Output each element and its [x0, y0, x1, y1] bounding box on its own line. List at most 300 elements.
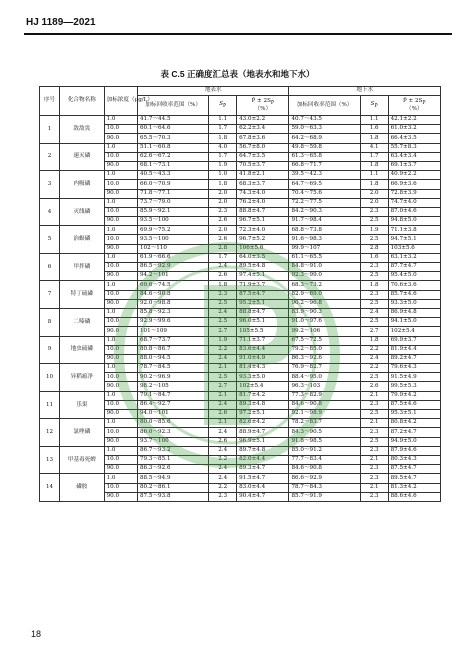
- ground-s-cell: 2.3: [360, 263, 388, 272]
- surface-p-cell: 96.7±5.1: [237, 217, 289, 226]
- ground-s-cell: 2.3: [360, 290, 388, 299]
- surface-recovery-cell: 68.7～73.7: [138, 336, 209, 345]
- surface-p-cell: 96.0±5.1: [237, 318, 289, 327]
- ground-p-cell: 94.7±5.1: [388, 235, 440, 244]
- ground-s-cell: 1.1: [360, 116, 388, 125]
- surface-recovery-cell: 93.5～100: [138, 235, 209, 244]
- ground-p-cell: 79.6±4.3: [388, 364, 440, 373]
- table-row: [40, 336, 441, 345]
- surface-p-cell: 70.5±3.7: [237, 161, 289, 170]
- surface-recovery-cell: 86.7～93.2: [138, 446, 209, 455]
- ground-s-cell: 2.5: [360, 272, 388, 281]
- surface-s-cell: 1.7: [209, 152, 237, 161]
- surface-p-cell: 68.3±3.7: [237, 180, 289, 189]
- surface-recovery-cell: 88.5～94.9: [138, 474, 209, 483]
- table-row: [40, 308, 441, 317]
- spike-conc-cell: 10.0: [104, 483, 137, 492]
- ground-s-cell: 2.1: [360, 391, 388, 400]
- ground-recovery-cell: 59.0～63.3: [289, 125, 360, 134]
- surface-s-cell: 2.2: [209, 455, 237, 464]
- surface-recovery-cell: 80.0～85.6: [138, 419, 209, 428]
- ground-p-cell: 85.7±4.6: [388, 290, 440, 299]
- ground-recovery-cell: 49.8～59.8: [289, 143, 360, 152]
- surface-p-cell: 97.2±5.1: [237, 410, 289, 419]
- ground-p-cell: 81.3±4.2: [388, 483, 440, 492]
- surface-recovery-cell: 79.3～85.1: [138, 455, 209, 464]
- compound-name: 治螟磷: [60, 226, 105, 254]
- ground-s-cell: 4.1: [360, 143, 388, 152]
- surface-p-cell: 90.4±4.7: [237, 492, 289, 501]
- spike-conc-cell: 90.0: [104, 299, 137, 308]
- ground-recovery-cell: 91.6～98.3: [289, 235, 360, 244]
- surface-p-cell: 96.9±5.1: [237, 437, 289, 446]
- surface-p-cell: 102±5.4: [237, 382, 289, 391]
- spike-conc-cell: 1.0: [104, 336, 137, 345]
- surface-p-cell: 89.5±4.8: [237, 263, 289, 272]
- surface-recovery-cell: 98.2～105: [138, 382, 209, 391]
- surface-recovery-cell: 80.8～86.7: [138, 345, 209, 354]
- surface-p-cell: 41.8±2.1: [237, 171, 289, 180]
- surface-recovery-cell: 79.1～84.7: [138, 391, 209, 400]
- spike-conc-cell: 1.0: [104, 226, 137, 235]
- ground-p-header: P̄ ± $2S_{P̄}$ （%）: [388, 96, 440, 116]
- surface-s-cell: 1.9: [209, 161, 237, 170]
- surface-recovery-cell: 73.7～79.0: [138, 198, 209, 207]
- surface-s-cell: 2.1: [209, 364, 237, 373]
- ground-recovery-cell: 68.8～73.8: [289, 226, 360, 235]
- surface-s-cell: 2.0: [209, 226, 237, 235]
- surface-recovery-cell: 68.1～73.1: [138, 161, 209, 170]
- ground-p-cell: 63.4±3.4: [388, 152, 440, 161]
- surface-recovery-cell: 78.7～84.5: [138, 364, 209, 373]
- spike-conc-cell: 10.0: [104, 180, 137, 189]
- ground-p-cell: 63.1±3.2: [388, 253, 440, 262]
- ground-recovery-cell: 99.9～107: [289, 244, 360, 253]
- ground-s-cell: 1.9: [360, 226, 388, 235]
- spike-conc-cell: 10.0: [104, 373, 137, 382]
- ground-p-cell: 95.4±5.0: [388, 272, 440, 281]
- table-row: [40, 253, 441, 262]
- ground-recovery-cell: 99.2～106: [289, 327, 360, 336]
- ground-p-cell: 61.0±3.2: [388, 125, 440, 134]
- ground-p-cell: 80.3±4.3: [388, 455, 440, 464]
- ground-recovery-cell: 85.0～91.2: [289, 446, 360, 455]
- surface-s-cell: 2.3: [209, 207, 237, 216]
- spike-conc-cell: 90.0: [104, 410, 137, 419]
- ground-p-cell: 66.4±3.5: [388, 134, 440, 143]
- col-ground-header: 地下水: [289, 87, 441, 96]
- ground-p-cell: 94.8±5.0: [388, 217, 440, 226]
- ground-s-header: $S_{P̄}$: [360, 96, 388, 116]
- surface-recovery-cell: 80.2～86.1: [138, 483, 209, 492]
- surface-s-cell: 2.6: [209, 437, 237, 446]
- ground-s-cell: 1.8: [360, 134, 388, 143]
- ground-p-cell: 87.5±4.7: [388, 465, 440, 474]
- table-row: [40, 474, 441, 483]
- surface-recovery-cell: 66.0～70.9: [138, 180, 209, 189]
- spike-conc-cell: 1.0: [104, 474, 137, 483]
- surface-recovery-cell: 93.5～100: [138, 217, 209, 226]
- spike-conc-cell: 1.0: [104, 171, 137, 180]
- spike-conc-cell: 90.0: [104, 244, 137, 253]
- ground-p-cell: 94.9±5.0: [388, 437, 440, 446]
- surface-p-cell: 96.7±5.2: [237, 235, 289, 244]
- table-row: [40, 116, 441, 125]
- ground-p-cell: 88.6±4.6: [388, 492, 440, 501]
- surface-p-cell: 89.3±4.8: [237, 400, 289, 409]
- surface-recovery-cell: 94.0～101: [138, 410, 209, 419]
- ground-s-cell: 2.2: [360, 364, 388, 373]
- table-row: [40, 198, 441, 207]
- surface-s-cell: 1.8: [209, 281, 237, 290]
- row-seq: 1: [40, 116, 60, 144]
- ground-recovery-cell: 85.7～91.9: [289, 492, 360, 501]
- surface-p-cell: 64.7±3.5: [237, 152, 289, 161]
- spike-conc-cell: 90.0: [104, 161, 137, 170]
- spike-conc-cell: 10.0: [104, 125, 137, 134]
- ground-s-cell: 2.3: [360, 492, 388, 501]
- surface-recovery-cell: 85.8～92.3: [138, 308, 209, 317]
- surface-p-cell: 81.4±4.3: [237, 364, 289, 373]
- surface-s-cell: 1.0: [209, 171, 237, 180]
- surface-recovery-cell: 92.0～98.8: [138, 299, 209, 308]
- ground-recovery-cell: 90.2～96.8: [289, 299, 360, 308]
- surface-p-cell: 67.8±3.6: [237, 134, 289, 143]
- surface-recovery-cell: 62.6～67.2: [138, 152, 209, 161]
- spike-conc-cell: 90.0: [104, 272, 137, 281]
- surface-s-cell: 2.8: [209, 244, 237, 253]
- row-seq: 5: [40, 226, 60, 254]
- spike-conc-cell: 1.0: [104, 253, 137, 262]
- ground-recovery-cell: 67.5～72.5: [289, 336, 360, 345]
- compound-name: 地虫硫磷: [60, 336, 105, 364]
- spike-conc-cell: 10.0: [104, 152, 137, 161]
- standard-code: HJ 1189—2021: [26, 17, 96, 28]
- ground-recovery-cell: 88.4～95.0: [289, 373, 360, 382]
- col-surface-header: 地表水: [138, 87, 289, 96]
- spike-conc-cell: 10.0: [104, 207, 137, 216]
- ground-p-cell: 87.9±4.6: [388, 446, 440, 455]
- spike-conc-cell: 1.0: [104, 419, 137, 428]
- ground-recovery-cell: 39.5～42.3: [289, 171, 360, 180]
- ground-p-cell: 102±5.4: [388, 327, 440, 336]
- spike-conc-cell: 1.0: [104, 116, 137, 125]
- ground-p-cell: 89.5±4.7: [388, 474, 440, 483]
- surface-p-cell: 89.3±4.7: [237, 465, 289, 474]
- spike-conc-cell: 10.0: [104, 318, 137, 327]
- row-seq: 8: [40, 308, 60, 336]
- surface-p-cell: 76.2±4.0: [237, 198, 289, 207]
- ground-recovery-cell: 84.8～91.0: [289, 263, 360, 272]
- surface-s-cell: 1.7: [209, 253, 237, 262]
- ground-recovery-cell: 92.1～98.9: [289, 410, 360, 419]
- ground-s-cell: 2.5: [360, 437, 388, 446]
- ground-recovery-cell: 84.2～90.3: [289, 207, 360, 216]
- surface-p-cell: 88.8±4.7: [237, 207, 289, 216]
- ground-s-cell: 2.5: [360, 410, 388, 419]
- ground-p-cell: 103±5.6: [388, 244, 440, 253]
- ground-p-cell: 72.8±3.9: [388, 189, 440, 198]
- surface-p-cell: 88.8±4.7: [237, 308, 289, 317]
- ground-p-cell: 55.7±8.3: [388, 143, 440, 152]
- surface-s-cell: 4.0: [209, 143, 237, 152]
- row-seq: 10: [40, 364, 60, 392]
- ground-recovery-cell: 84.6～90.8: [289, 465, 360, 474]
- ground-s-cell: 2.2: [360, 345, 388, 354]
- surface-s-cell: 2.7: [209, 327, 237, 336]
- ground-p-cell: 69.9±3.7: [388, 336, 440, 345]
- surface-p-cell: 87.5±4.7: [237, 290, 289, 299]
- surface-p-cell: 72.3±4.0: [237, 226, 289, 235]
- ground-p-cell: 42.1±2.2: [388, 116, 440, 125]
- ground-recovery-cell: 68.3～73.2: [289, 281, 360, 290]
- row-seq: 6: [40, 253, 60, 281]
- surface-recovery-cell: 84.6～90.8: [138, 290, 209, 299]
- ground-recovery-cell: 92.3～99.0: [289, 272, 360, 281]
- spike-conc-cell: 1.0: [104, 391, 137, 400]
- surface-p-cell: 106±5.6: [237, 244, 289, 253]
- surface-s-cell: 1.1: [209, 116, 237, 125]
- spike-conc-cell: 10.0: [104, 345, 137, 354]
- ground-s-cell: 1.8: [360, 180, 388, 189]
- spike-conc-cell: 10.0: [104, 455, 137, 464]
- surface-s-cell: 2.4: [209, 263, 237, 272]
- compound-name: 乐果: [60, 391, 105, 419]
- surface-recovery-cell: 101～109: [138, 327, 209, 336]
- surface-s-cell: 2.5: [209, 299, 237, 308]
- ground-p-cell: 93.3±5.0: [388, 299, 440, 308]
- row-seq: 9: [40, 336, 60, 364]
- surface-recovery-cell: 90.2～96.9: [138, 373, 209, 382]
- surface-s-cell: 2.4: [209, 308, 237, 317]
- table-row: [40, 446, 441, 455]
- compound-name: 甲拌磷: [60, 253, 105, 281]
- ground-recovery-header: 加标回收率范围（%）: [289, 96, 360, 116]
- compound-name: 异稻瘟净: [60, 364, 105, 392]
- surface-s-cell: 2.5: [209, 373, 237, 382]
- surface-recovery-cell: 51.1～60.8: [138, 143, 209, 152]
- ground-s-cell: 2.5: [360, 235, 388, 244]
- row-seq: 13: [40, 446, 60, 474]
- ground-s-cell: 2.4: [360, 354, 388, 363]
- col-compound-header: 化合物名称: [60, 87, 105, 116]
- spike-conc-cell: 90.0: [104, 437, 137, 446]
- accuracy-summary-table: [39, 86, 441, 502]
- spike-conc-cell: 1.0: [104, 446, 137, 455]
- ground-s-cell: 2.3: [360, 207, 388, 216]
- surface-p-cell: 105±5.5: [237, 327, 289, 336]
- surface-recovery-cell: 65.5～70.3: [138, 134, 209, 143]
- surface-s-cell: 2.4: [209, 400, 237, 409]
- ground-recovery-cell: 76.9～82.7: [289, 364, 360, 373]
- spike-conc-cell: 10.0: [104, 400, 137, 409]
- surface-recovery-cell: 86.4～92.7: [138, 400, 209, 409]
- ground-recovery-cell: 91.7～98.4: [289, 217, 360, 226]
- table-row: [40, 143, 441, 152]
- table-row: [40, 419, 441, 428]
- spike-conc-cell: 90.0: [104, 354, 137, 363]
- surface-p-cell: 56.7±8.0: [237, 143, 289, 152]
- row-seq: 4: [40, 198, 60, 226]
- row-seq: 2: [40, 143, 60, 171]
- col-spike-header: 加标浓度（μg/L）: [104, 87, 137, 116]
- ground-p-cell: 40.9±2.2: [388, 171, 440, 180]
- compound-name: 氯唑磷: [60, 419, 105, 447]
- surface-p-cell: 91.0±4.9: [237, 354, 289, 363]
- ground-recovery-cell: 64.2～68.9: [289, 134, 360, 143]
- ground-p-cell: 87.2±4.7: [388, 428, 440, 437]
- surface-p-cell: 62.2±3.4: [237, 125, 289, 134]
- spike-conc-cell: 1.0: [104, 364, 137, 373]
- spike-conc-cell: 1.0: [104, 281, 137, 290]
- ground-recovery-cell: 84.6～90.8: [289, 400, 360, 409]
- ground-recovery-cell: 77.3～82.9: [289, 391, 360, 400]
- surface-recovery-cell: 87.5～93.8: [138, 492, 209, 501]
- ground-recovery-cell: 66.8～71.7: [289, 161, 360, 170]
- surface-recovery-cell: 40.5～43.3: [138, 171, 209, 180]
- spike-conc-cell: 90.0: [104, 217, 137, 226]
- spike-conc-cell: 1.0: [104, 143, 137, 152]
- ground-p-cell: 69.1±3.7: [388, 161, 440, 170]
- spike-conc-cell: 90.0: [104, 327, 137, 336]
- ground-s-cell: 1.7: [360, 152, 388, 161]
- spike-conc-cell: 1.0: [104, 308, 137, 317]
- ground-s-cell: 2.0: [360, 198, 388, 207]
- ground-p-cell: 74.7±4.0: [388, 198, 440, 207]
- ground-recovery-cell: 64.7～69.5: [289, 180, 360, 189]
- compound-name: 磷胺: [60, 474, 105, 502]
- ground-recovery-cell: 83.9～90.3: [289, 308, 360, 317]
- ground-p-cell: 87.0±4.6: [388, 207, 440, 216]
- ground-s-cell: 2.5: [360, 217, 388, 226]
- ground-recovery-cell: 86.3～92.6: [289, 354, 360, 363]
- surface-s-cell: 2.3: [209, 290, 237, 299]
- surface-recovery-cell: 88.0～94.5: [138, 354, 209, 363]
- ground-recovery-cell: 78.2～83.7: [289, 419, 360, 428]
- ground-recovery-cell: 91.8～98.5: [289, 437, 360, 446]
- ground-s-cell: 1.1: [360, 171, 388, 180]
- ground-s-cell: 1.8: [360, 281, 388, 290]
- surface-s-cell: 1.8: [209, 134, 237, 143]
- ground-p-cell: 81.9±4.4: [388, 345, 440, 354]
- table-head: [40, 87, 441, 116]
- surface-recovery-cell: 86.3～92.6: [138, 465, 209, 474]
- spike-conc-cell: 90.0: [104, 382, 137, 391]
- surface-recovery-cell: 60.1～64.6: [138, 125, 209, 134]
- ground-s-cell: 2.3: [360, 428, 388, 437]
- ground-recovery-cell: 91.0～97.6: [289, 318, 360, 327]
- ground-s-cell: 1.6: [360, 253, 388, 262]
- surface-p-cell: 71.9±3.7: [237, 281, 289, 290]
- surface-s-header: $S_{P̄}$: [209, 96, 237, 116]
- surface-s-cell: 1.8: [209, 180, 237, 189]
- ground-recovery-cell: 61.1～65.5: [289, 253, 360, 262]
- surface-s-cell: 2.5: [209, 318, 237, 327]
- surface-p-cell: 88.9±4.7: [237, 428, 289, 437]
- surface-s-cell: 2.4: [209, 474, 237, 483]
- ground-s-cell: 2.4: [360, 308, 388, 317]
- ground-recovery-cell: 79.2～85.0: [289, 345, 360, 354]
- ground-recovery-cell: 84.3～90.5: [289, 428, 360, 437]
- ground-recovery-cell: 77.7～83.4: [289, 455, 360, 464]
- spike-conc-cell: 10.0: [104, 290, 137, 299]
- ground-s-cell: 2.3: [360, 465, 388, 474]
- row-seq: 12: [40, 419, 60, 447]
- surface-s-cell: 1.7: [209, 125, 237, 134]
- row-seq: 14: [40, 474, 60, 502]
- surface-recovery-cell: 102～110: [138, 244, 209, 253]
- surface-p-cell: 97.4±5.1: [237, 272, 289, 281]
- ground-s-cell: 1.6: [360, 125, 388, 134]
- ground-s-cell: 2.3: [360, 446, 388, 455]
- compound-name: 特丁硫磷: [60, 281, 105, 309]
- surface-recovery-cell: 61.9～66.6: [138, 253, 209, 262]
- ground-p-cell: 95.3±5.1: [388, 410, 440, 419]
- surface-p-cell: 64.0±3.5: [237, 253, 289, 262]
- ground-p-cell: 91.5±4.9: [388, 373, 440, 382]
- ground-p-cell: 71.1±3.8: [388, 226, 440, 235]
- surface-s-cell: 2.4: [209, 465, 237, 474]
- ground-recovery-cell: 70.4～75.6: [289, 189, 360, 198]
- surface-s-cell: 2.7: [209, 382, 237, 391]
- surface-s-cell: 1.9: [209, 336, 237, 345]
- compound-name: 二嗪磷: [60, 308, 105, 336]
- surface-s-cell: 2.6: [209, 410, 237, 419]
- ground-recovery-cell: 72.2～77.5: [289, 198, 360, 207]
- ground-s-cell: 2.3: [360, 400, 388, 409]
- ground-p-cell: 87.5±4.6: [388, 400, 440, 409]
- surface-recovery-cell: 86.0～92.3: [138, 428, 209, 437]
- table-row: [40, 171, 441, 180]
- surface-recovery-cell: 86.5～92.9: [138, 263, 209, 272]
- ground-s-cell: 2.5: [360, 373, 388, 382]
- surface-s-cell: 2.6: [209, 235, 237, 244]
- surface-p-cell: 71.1±3.7: [237, 336, 289, 345]
- ground-s-cell: 1.8: [360, 336, 388, 345]
- table-row: [40, 391, 441, 400]
- ground-s-cell: 2.3: [360, 474, 388, 483]
- ground-s-cell: 2.5: [360, 299, 388, 308]
- spike-conc-cell: 90.0: [104, 465, 137, 474]
- spike-conc-cell: 10.0: [104, 235, 137, 244]
- compound-name: 内吸磷: [60, 171, 105, 199]
- surface-s-cell: 2.0: [209, 189, 237, 198]
- spike-conc-cell: 90.0: [104, 189, 137, 198]
- compound-name: 灭线磷: [60, 198, 105, 226]
- ground-s-cell: 2.1: [360, 455, 388, 464]
- table-body: [40, 116, 441, 502]
- surface-recovery-cell: 85.9～92.1: [138, 207, 209, 216]
- row-seq: 3: [40, 171, 60, 199]
- col-seq-header: 序号: [40, 87, 60, 116]
- surface-s-cell: 2.4: [209, 354, 237, 363]
- surface-s-cell: 2.2: [209, 483, 237, 492]
- ground-p-cell: 80.8±4.2: [388, 419, 440, 428]
- ground-p-cell: 99.5±5.3: [388, 382, 440, 391]
- spike-conc-cell: 10.0: [104, 263, 137, 272]
- surface-p-cell: 82.0±4.4: [237, 455, 289, 464]
- table-row: [40, 281, 441, 290]
- ground-p-cell: 86.9±4.8: [388, 308, 440, 317]
- surface-s-cell: 2.2: [209, 345, 237, 354]
- ground-s-cell: 2.5: [360, 318, 388, 327]
- ground-s-cell: 2.1: [360, 419, 388, 428]
- ground-recovery-cell: 78.7～84.3: [289, 483, 360, 492]
- surface-p-cell: 89.7±4.8: [237, 446, 289, 455]
- spike-conc-cell: 90.0: [104, 134, 137, 143]
- ground-p-cell: 66.9±3.6: [388, 180, 440, 189]
- ground-s-cell: 1.8: [360, 161, 388, 170]
